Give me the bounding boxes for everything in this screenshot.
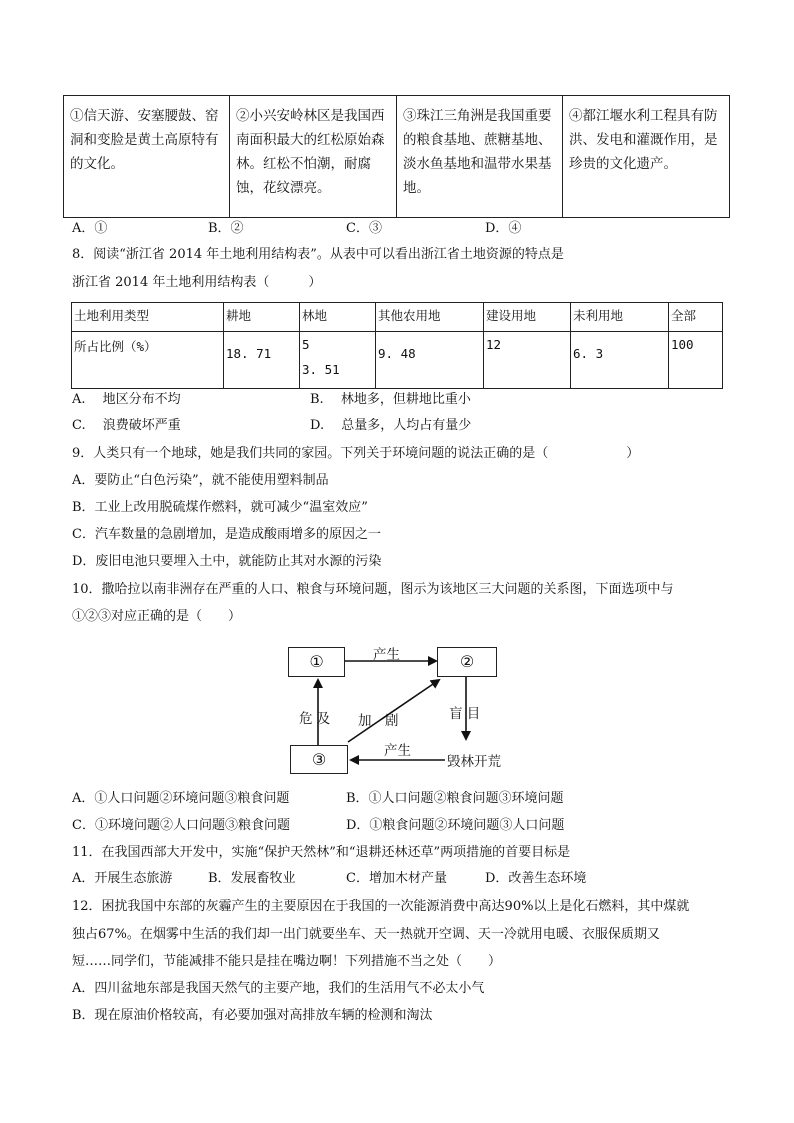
- table-cell: 100: [669, 332, 723, 389]
- table-header: 未利用地: [571, 303, 669, 332]
- q9-option-c: C．汽车数量的急剧增加，是造成酸雨增多的原因之一: [72, 527, 381, 542]
- q10-stem-line1: 10．撒哈拉以南非洲存在严重的人口、粮食与环境问题，图示为该地区三大问题的关系图，下面选项中与: [72, 582, 674, 597]
- fact-cell-4: ④都江堰水利工程具有防洪、发电和灌溉作用，是珍贵的文化遗产。: [569, 108, 718, 172]
- table-cell: 18. 71: [224, 332, 300, 389]
- q10-option-a: A．①人口问题②环境问题③粮食问题: [72, 791, 290, 806]
- diagram-box-3: ③: [290, 745, 348, 774]
- q7-option-c: C．③: [346, 221, 382, 236]
- q10-option-d: D．①粮食问题②环境问题③人口问题: [346, 818, 565, 833]
- q9-option-a: A．要防止“白色污染”，就不能使用塑料制品: [72, 473, 329, 488]
- table-header: 耕地: [224, 303, 300, 332]
- q7-option-d: D．④: [485, 221, 522, 236]
- q12-option-a: A．四川盆地东部是我国天然气的主要产地，我们的生活用气不必太小气: [72, 981, 485, 996]
- table-row-label: 所占比例（%）: [72, 332, 224, 389]
- diagram-label-deforestation: 毁林开荒: [447, 754, 501, 770]
- fact-cell-1: ①信天游、安塞腰鼓、窑洞和变脸是黄土高原特有的文化。: [64, 96, 230, 217]
- q8-table-title: 浙江省 2014 年土地利用结构表（ ）: [72, 275, 322, 290]
- q10-option-b: B．①人口问题②粮食问题③环境问题: [346, 791, 564, 806]
- table-cell: 5 3. 51: [300, 332, 376, 389]
- q11-stem: 11．在我国西部大开发中，实施“保护天然林”和“退耕还林还草”两项措施的首要目标是: [72, 845, 571, 860]
- table-header: 全部: [669, 303, 723, 332]
- q12-stem-line3: 短……同学们，节能减排不能只是挂在嘴边啊！下列措施不当之处（ ）: [72, 954, 502, 969]
- q8-option-a: A. 地区分布不均: [72, 392, 181, 407]
- diagram-box-1: ①: [288, 647, 345, 677]
- fact-cell-2: ②小兴安岭林区是我国西南面积最大的红松原始森林。红松不怕潮，耐腐蚀，花纹漂亮。: [230, 96, 397, 217]
- table-header: 其他农用地: [376, 303, 484, 332]
- q9-option-d: D．废旧电池只要埋入土中，就能防止其对水源的污染: [72, 554, 382, 569]
- q8-option-c: C. 浪费破坏严重: [72, 418, 181, 433]
- q10-option-c: C．①环境问题②人口问题③粮食问题: [72, 818, 290, 833]
- q12-stem-line2: 独占67%。在烟雾中生活的我们却一出门就要坐车、天一热就开空调、天一冷就用电暖、衣服保质期又: [72, 927, 660, 942]
- q11-option-a: A．开展生态旅游: [72, 871, 173, 886]
- diagram-label-blind: 盲 目: [449, 706, 481, 722]
- q11-option-d: D．改善生态环境: [485, 871, 587, 886]
- table-cell: 9. 48: [376, 332, 484, 389]
- table-header: 土地利用类型: [72, 303, 224, 332]
- table-header: 林地: [300, 303, 376, 332]
- diagram-label-endanger: 危 及: [299, 711, 331, 727]
- table-cell: 12: [484, 332, 571, 389]
- diagram-label-produce-bottom: 产生: [384, 743, 411, 759]
- q7-option-a: A．①: [72, 221, 108, 236]
- fact-cell-3: ③珠江三角洲是我国重要的粮食基地、蔗糖基地、淡水鱼基地和温带水果基地。: [397, 96, 563, 217]
- q9-stem: 9．人类只有一个地球，她是我们共同的家园。下列关于环境问题的说法正确的是（ ）: [72, 446, 640, 461]
- q12-stem-line1: 12．困扰我国中东部的灰霾产生的主要原因在于我国的一次能源消费中高达90%以上是化石燃料，其中煤就: [72, 899, 690, 914]
- table-header: 建设用地: [484, 303, 571, 332]
- q12-option-b: B．现在原油价格较高，有必要加强对高排放车辆的检测和淘汰: [72, 1008, 433, 1023]
- q7-option-b: B．②: [208, 221, 244, 236]
- q11-option-c: C．增加木材产量: [346, 871, 447, 886]
- q10-stem-line2: ①②③对应正确的是（ ）: [72, 609, 242, 624]
- q8-option-b: B. 林地多，但耕地比重小: [310, 392, 471, 407]
- q8-stem: 8．阅读“浙江省 2014 年土地利用结构表”。从表中可以看出浙江省土地资源的特点是: [72, 247, 564, 262]
- q8-option-d: D. 总量多，人均占有量少: [310, 418, 472, 433]
- q9-option-b: B．工业上改用脱硫煤作燃料，就可减少“温室效应”: [72, 500, 368, 515]
- diagram-box-2: ②: [437, 647, 497, 677]
- diagram-label-aggravate: 加 剧: [358, 713, 399, 729]
- diagram-label-produce-top: 产生: [373, 647, 400, 663]
- q11-option-b: B．发展畜牧业: [208, 871, 296, 886]
- table-cell: 6. 3: [571, 332, 669, 389]
